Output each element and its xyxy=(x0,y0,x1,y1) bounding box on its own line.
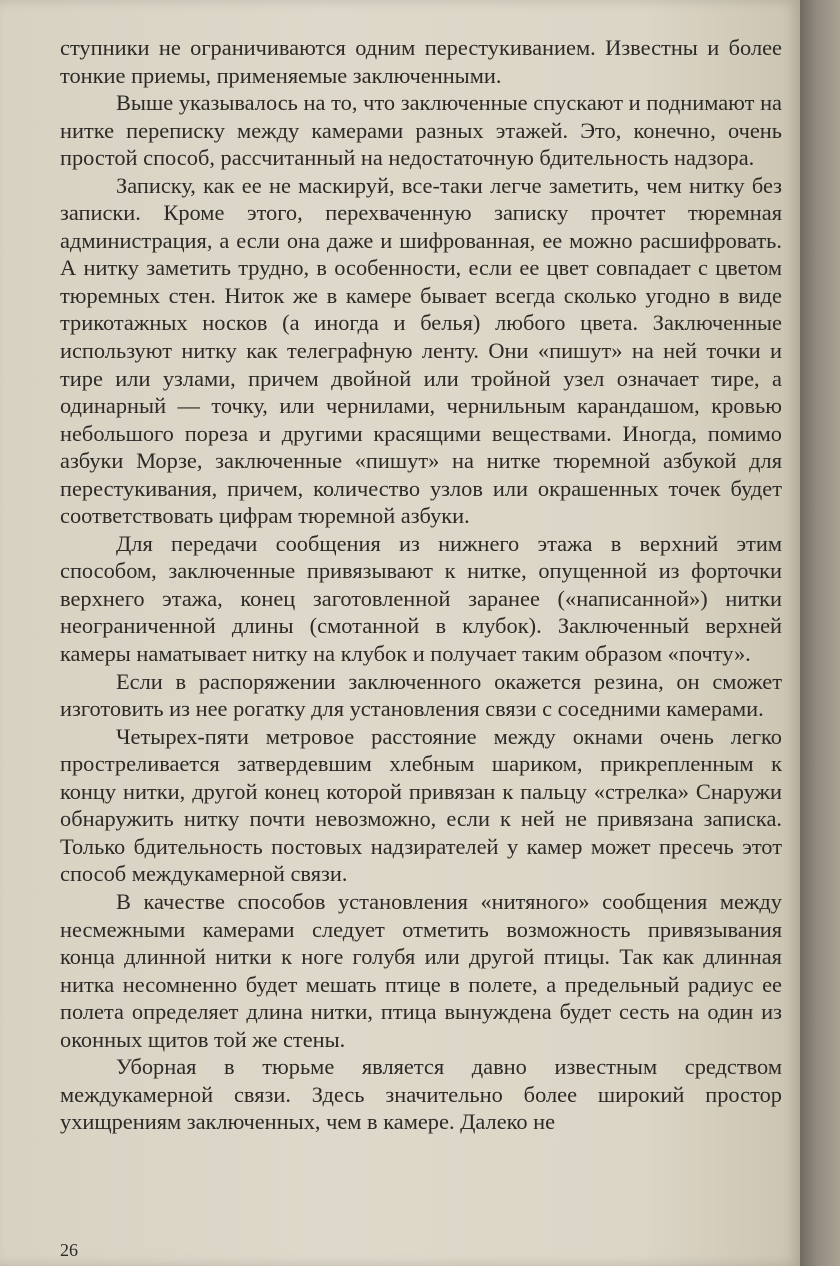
paragraph-1: ступники не ограничиваются одним перестукиванием. Известны и более тонкие приемы, применяемые заключенными. xyxy=(60,35,782,88)
paragraph-5: Если в распоряжении заключенного окажется резина, он сможет изготовить из нее рогатку для установления связи с соседними камерами. xyxy=(60,668,782,722)
page-text xyxy=(60,34,782,1136)
paragraph-4: Для передачи сообщения из нижнего этажа в верхний этим способом, заключенные привязывают к нитке, опущенной из форточки верхнего этажа, конец заготовленной заранее («написанной») нитки неограниченной длины (смотанной в клубок). Заключенный верхней камеры наматывает нитку на клубок и получает таким образом «почту». xyxy=(60,530,782,667)
page-number: 26 xyxy=(60,1240,78,1260)
paragraph-6: Четырех-пяти метровое расстояние между окнами очень легко простреливается затвердевшим хлебным шариком, прикрепленным к концу нитки, другой конец которой привязан к пальцу «стрелка» Снаружи обнаружить нитку почти невозможно, если к ней не привязана записка. Только бдительность постовых надзирателей у камер может пресечь этот способ междукамерной связи. xyxy=(60,723,782,887)
paragraph-3: Записку, как ее не маскируй, все-таки легче заметить, чем нитку без записки. Кроме этого, перехваченную записку прочтет тюремная администрация, а если она даже и шифрованная, ее можно расшифровать. А нитку заметить трудно, в особенности, если ее цвет совпадает с цветом тюремных стен. Ниток же в камере бывает всегда сколько угодно в виде трикотажных носков (а иногда и белья) любого цвета. Заключенные используют нитку как телеграфную ленту. Они «пишут» на ней точки и тире или узлами, причем двойной или тройной узел означает тире, а одинарный — точку, или чернилами, чернильным карандашом, кровью небольшого пореза и другими красящими веществами. Иногда, помимо азбуки Морзе, заключенные «пишут» на нитке тюремной азбукой для перестукивания, причем, количество узлов или окрашенных точек будет соответствовать цифрам тюремной азбуки. xyxy=(60,172,782,529)
paragraph-7: В качестве способов установления «нитяного» сообщения между несмежными камерами следует отметить возможность привязывания конца длинной нитки к ноге голубя или другой птицы. Так как длинная нитка несомненно будет мешать птице в полете, а предельный радиус ее полета определяет длина нитки, птица вынуждена будет сесть на один из оконных щитов той же стены. xyxy=(60,888,782,1052)
paragraph-2: Выше указывалось на то, что заключенные спускают и поднимают на нитке переписку между камерами разных этажей. Это, конечно, очень простой способ, рассчитанный на недостаточную бдительность надзора. xyxy=(60,90,782,171)
page-edge xyxy=(800,0,840,1266)
paragraph-8: Уборная в тюрьме является давно известным средством междукамерной связи. Здесь значительно более широкий простор ухищрениям заключенных, чем в камере. Далеко не xyxy=(60,1054,782,1135)
